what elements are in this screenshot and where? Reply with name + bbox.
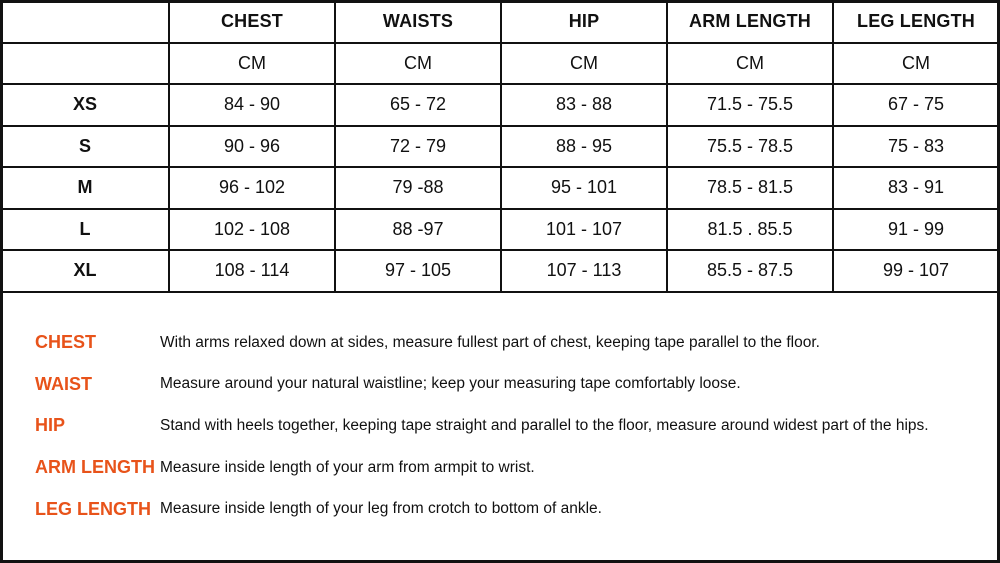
table-cell: 101 - 107	[501, 209, 667, 251]
table-cell: 97 - 105	[335, 250, 501, 292]
column-header-leg-length: LEG LENGTH	[833, 1, 999, 43]
table-cell: 88 - 95	[501, 126, 667, 168]
guide-description: Measure around your natural waistline; keep your measuring tape comfortably loose.	[160, 375, 741, 393]
units-corner-cell	[1, 43, 169, 85]
table-cell: 83 - 88	[501, 84, 667, 126]
table-cell: 81.5 . 85.5	[667, 209, 833, 251]
table-row	[1, 84, 999, 126]
column-header-waist: WAISTS	[335, 1, 501, 43]
measurement-guide	[35, 322, 985, 530]
size-label: L	[1, 209, 169, 251]
size-label: XS	[1, 84, 169, 126]
table-cell: 99 - 107	[833, 250, 999, 292]
table-cell: 90 - 96	[169, 126, 335, 168]
column-header-chest: CHEST	[169, 1, 335, 43]
table-cell: 96 - 102	[169, 167, 335, 209]
table-cell: 75.5 - 78.5	[667, 126, 833, 168]
column-header-hip: HIP	[501, 1, 667, 43]
corner-cell	[1, 1, 169, 43]
size-label: S	[1, 126, 169, 168]
guide-item-leg-length	[35, 488, 985, 530]
unit-cell: CM	[169, 43, 335, 85]
unit-cell: CM	[667, 43, 833, 85]
table-cell: 91 - 99	[833, 209, 999, 251]
guide-description: Measure inside length of your leg from crotch to bottom of ankle.	[160, 500, 602, 518]
table-cell: 95 - 101	[501, 167, 667, 209]
table-cell: 67 - 75	[833, 84, 999, 126]
table-cell: 88 -97	[335, 209, 501, 251]
table-row	[1, 250, 999, 292]
table-cell: 83 - 91	[833, 167, 999, 209]
table-cell: 85.5 - 87.5	[667, 250, 833, 292]
guide-description: Measure inside length of your arm from armpit to wrist.	[160, 458, 535, 476]
table-cell: 79 -88	[335, 167, 501, 209]
guide-item-waist	[35, 364, 985, 406]
table-cell: 75 - 83	[833, 126, 999, 168]
table-cell: 84 - 90	[169, 84, 335, 126]
guide-term: ARM LENGTH	[35, 457, 155, 478]
units-row	[1, 43, 999, 85]
table-row	[1, 126, 999, 168]
table-cell: 72 - 79	[335, 126, 501, 168]
table-cell: 107 - 113	[501, 250, 667, 292]
header-row	[1, 1, 999, 43]
guide-item-arm-length	[35, 447, 985, 489]
table-cell: 102 - 108	[169, 209, 335, 251]
size-label: XL	[1, 250, 169, 292]
guide-item-chest	[35, 322, 985, 364]
table-cell: 71.5 - 75.5	[667, 84, 833, 126]
guide-term: LEG LENGTH	[35, 498, 151, 519]
size-label: M	[1, 167, 169, 209]
table-cell: 108 - 114	[169, 250, 335, 292]
unit-cell: CM	[335, 43, 501, 85]
guide-description: Stand with heels together, keeping tape straight and parallel to the floor, measure around widest part of the hips.	[160, 416, 929, 434]
guide-description: With arms relaxed down at sides, measure fullest part of chest, keeping tape parallel to the floor.	[160, 333, 820, 351]
column-header-arm-length: ARM LENGTH	[667, 1, 833, 43]
guide-term: HIP	[35, 415, 66, 436]
unit-cell: CM	[833, 43, 999, 85]
guide-term: CHEST	[35, 332, 97, 353]
guide-item-hip	[35, 405, 985, 447]
table-cell: 78.5 - 81.5	[667, 167, 833, 209]
unit-cell: CM	[501, 43, 667, 85]
table-row	[1, 167, 999, 209]
table-cell: 65 - 72	[335, 84, 501, 126]
guide-term: WAIST	[35, 373, 92, 394]
table-row	[1, 209, 999, 251]
